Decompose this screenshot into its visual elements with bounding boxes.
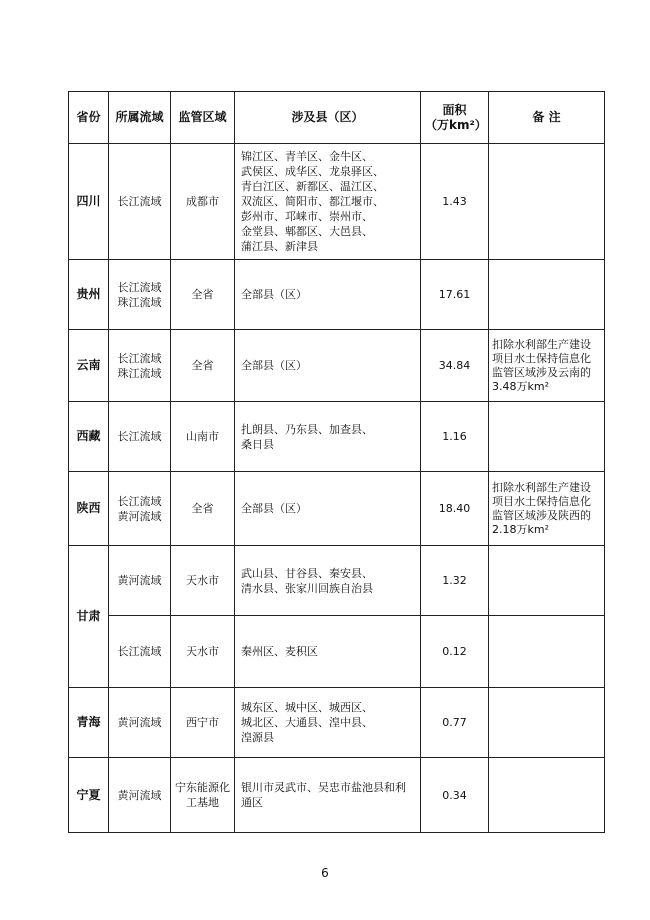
table-row: [69, 546, 605, 616]
basin-line: 长江流域: [117, 351, 162, 365]
header-province: 省份: [69, 92, 109, 144]
counties-line: 清水县、张家川回族自治县: [241, 581, 373, 595]
counties-line: 银川市灵武市、吴忠市盐池县和利: [241, 781, 406, 794]
header-basin: 所属流域: [109, 92, 171, 144]
table-row: [69, 144, 605, 260]
counties-cell: [235, 402, 421, 472]
area-cell: 34.84: [421, 330, 489, 402]
basin-line: 黄河流域: [117, 509, 162, 523]
province-cell: 贵州: [69, 260, 109, 330]
region-cell: 全省: [171, 260, 235, 330]
remarks-line: 监管区域涉及云南的: [492, 365, 591, 379]
counties-cell: [235, 144, 421, 260]
remarks-cell: [489, 144, 605, 260]
area-cell: 0.12: [421, 616, 489, 688]
counties-cell: [235, 758, 421, 833]
area-cell: 1.16: [421, 402, 489, 472]
remarks-cell: [489, 758, 605, 833]
counties-line: 扎朗县、乃东县、加查县、: [241, 422, 373, 436]
basin-line: 长江流域: [117, 280, 162, 294]
region-cell: 天水市: [171, 546, 235, 616]
remarks-line: 监管区域涉及陕西的: [492, 508, 591, 522]
counties-line: 金堂县、郫都区、大邑县、: [241, 225, 373, 238]
table-row: [69, 472, 605, 546]
header-area-line1: 面积: [442, 102, 467, 117]
remarks-line: 项目水土保持信息化: [492, 351, 591, 365]
region-cell: 成都市: [171, 144, 235, 260]
table-row: [69, 688, 605, 758]
remarks-cell: [489, 402, 605, 472]
region-cell: 山南市: [171, 402, 235, 472]
header-counties: 涉及县（区）: [235, 92, 421, 144]
region-line: 工基地: [186, 796, 219, 809]
remarks-cell: [489, 546, 605, 616]
basin-cell: 黄河流域: [109, 546, 171, 616]
remarks-cell: [489, 472, 605, 546]
header-area: [421, 92, 489, 144]
counties-line: 城东区、城中区、城西区、: [241, 701, 373, 714]
table-row: [69, 758, 605, 833]
remarks-line: 3.48万km²: [492, 379, 549, 393]
region-cell: 西宁市: [171, 688, 235, 758]
basin-cell: 黄河流域: [109, 758, 171, 833]
counties-line: 桑日县: [241, 437, 274, 451]
counties-line: 武山县、甘谷县、秦安县、: [241, 566, 373, 580]
province-cell: 西藏: [69, 402, 109, 472]
remarks-cell: [489, 260, 605, 330]
counties-line: 全部县（区）: [241, 288, 307, 301]
basin-cell: 长江流域: [109, 144, 171, 260]
counties-cell: [235, 546, 421, 616]
region-cell: [171, 758, 235, 833]
area-cell: 0.34: [421, 758, 489, 833]
counties-line: 全部县（区）: [241, 359, 307, 372]
basin-cell: 长江流域: [109, 402, 171, 472]
province-cell: 四川: [69, 144, 109, 260]
province-cell: 陕西: [69, 472, 109, 546]
table-header-row: [69, 92, 605, 144]
header-area-line2: （万km²）: [425, 117, 487, 132]
remarks-line: 扣除水利部生产建设: [492, 480, 591, 494]
region-cell: 全省: [171, 472, 235, 546]
remarks-cell: [489, 616, 605, 688]
basin-line: 长江流域: [117, 494, 162, 508]
region-line: 宁东能源化: [175, 781, 230, 794]
counties-cell: [235, 616, 421, 688]
region-cell: 天水市: [171, 616, 235, 688]
region-cell: 全省: [171, 330, 235, 402]
counties-line: 双流区、简阳市、都江堰市、: [241, 195, 384, 208]
basin-cell: [109, 330, 171, 402]
counties-cell: [235, 472, 421, 546]
counties-line: 蒲江县、新津县: [241, 240, 318, 253]
area-table: [68, 91, 605, 833]
area-cell: 1.32: [421, 546, 489, 616]
basin-line: 珠江流域: [117, 295, 162, 309]
province-cell: 云南: [69, 330, 109, 402]
province-cell: 甘肃: [69, 546, 109, 688]
area-cell: 1.43: [421, 144, 489, 260]
area-cell: 18.40: [421, 472, 489, 546]
counties-cell: [235, 260, 421, 330]
basin-cell: [109, 472, 171, 546]
remarks-line: 2.18万km²: [492, 522, 549, 536]
counties-line: 青白江区、新都区、温江区、: [241, 180, 384, 193]
counties-line: 锦江区、青羊区、金牛区、: [241, 150, 373, 163]
counties-line: 湟源县: [241, 731, 274, 744]
basin-cell: 黄河流域: [109, 688, 171, 758]
province-cell: 青海: [69, 688, 109, 758]
province-cell: 宁夏: [69, 758, 109, 833]
counties-line: 城北区、大通县、湟中县、: [241, 716, 373, 729]
area-cell: 0.77: [421, 688, 489, 758]
remarks-cell: [489, 688, 605, 758]
counties-line: 武侯区、成华区、龙泉驿区、: [241, 165, 384, 178]
table-row: [69, 616, 605, 688]
basin-line: 珠江流域: [117, 366, 162, 380]
page-number: 6: [321, 866, 329, 880]
remarks-line: 项目水土保持信息化: [492, 494, 591, 508]
counties-line: 彭州市、邛崃市、崇州市、: [241, 210, 373, 223]
remarks-cell: [489, 330, 605, 402]
counties-cell: [235, 688, 421, 758]
table-row: [69, 330, 605, 402]
basin-cell: [109, 260, 171, 330]
table-row: [69, 402, 605, 472]
counties-cell: [235, 330, 421, 402]
basin-cell: 长江流域: [109, 616, 171, 688]
counties-line: 秦州区、麦积区: [241, 645, 318, 658]
counties-line: 通区: [241, 796, 263, 809]
header-remarks: 备 注: [489, 92, 605, 144]
remarks-line: 扣除水利部生产建设: [492, 337, 591, 351]
header-region: 监管区域: [171, 92, 235, 144]
table-row: [69, 260, 605, 330]
counties-line: 全部县（区）: [241, 502, 307, 515]
area-cell: 17.61: [421, 260, 489, 330]
